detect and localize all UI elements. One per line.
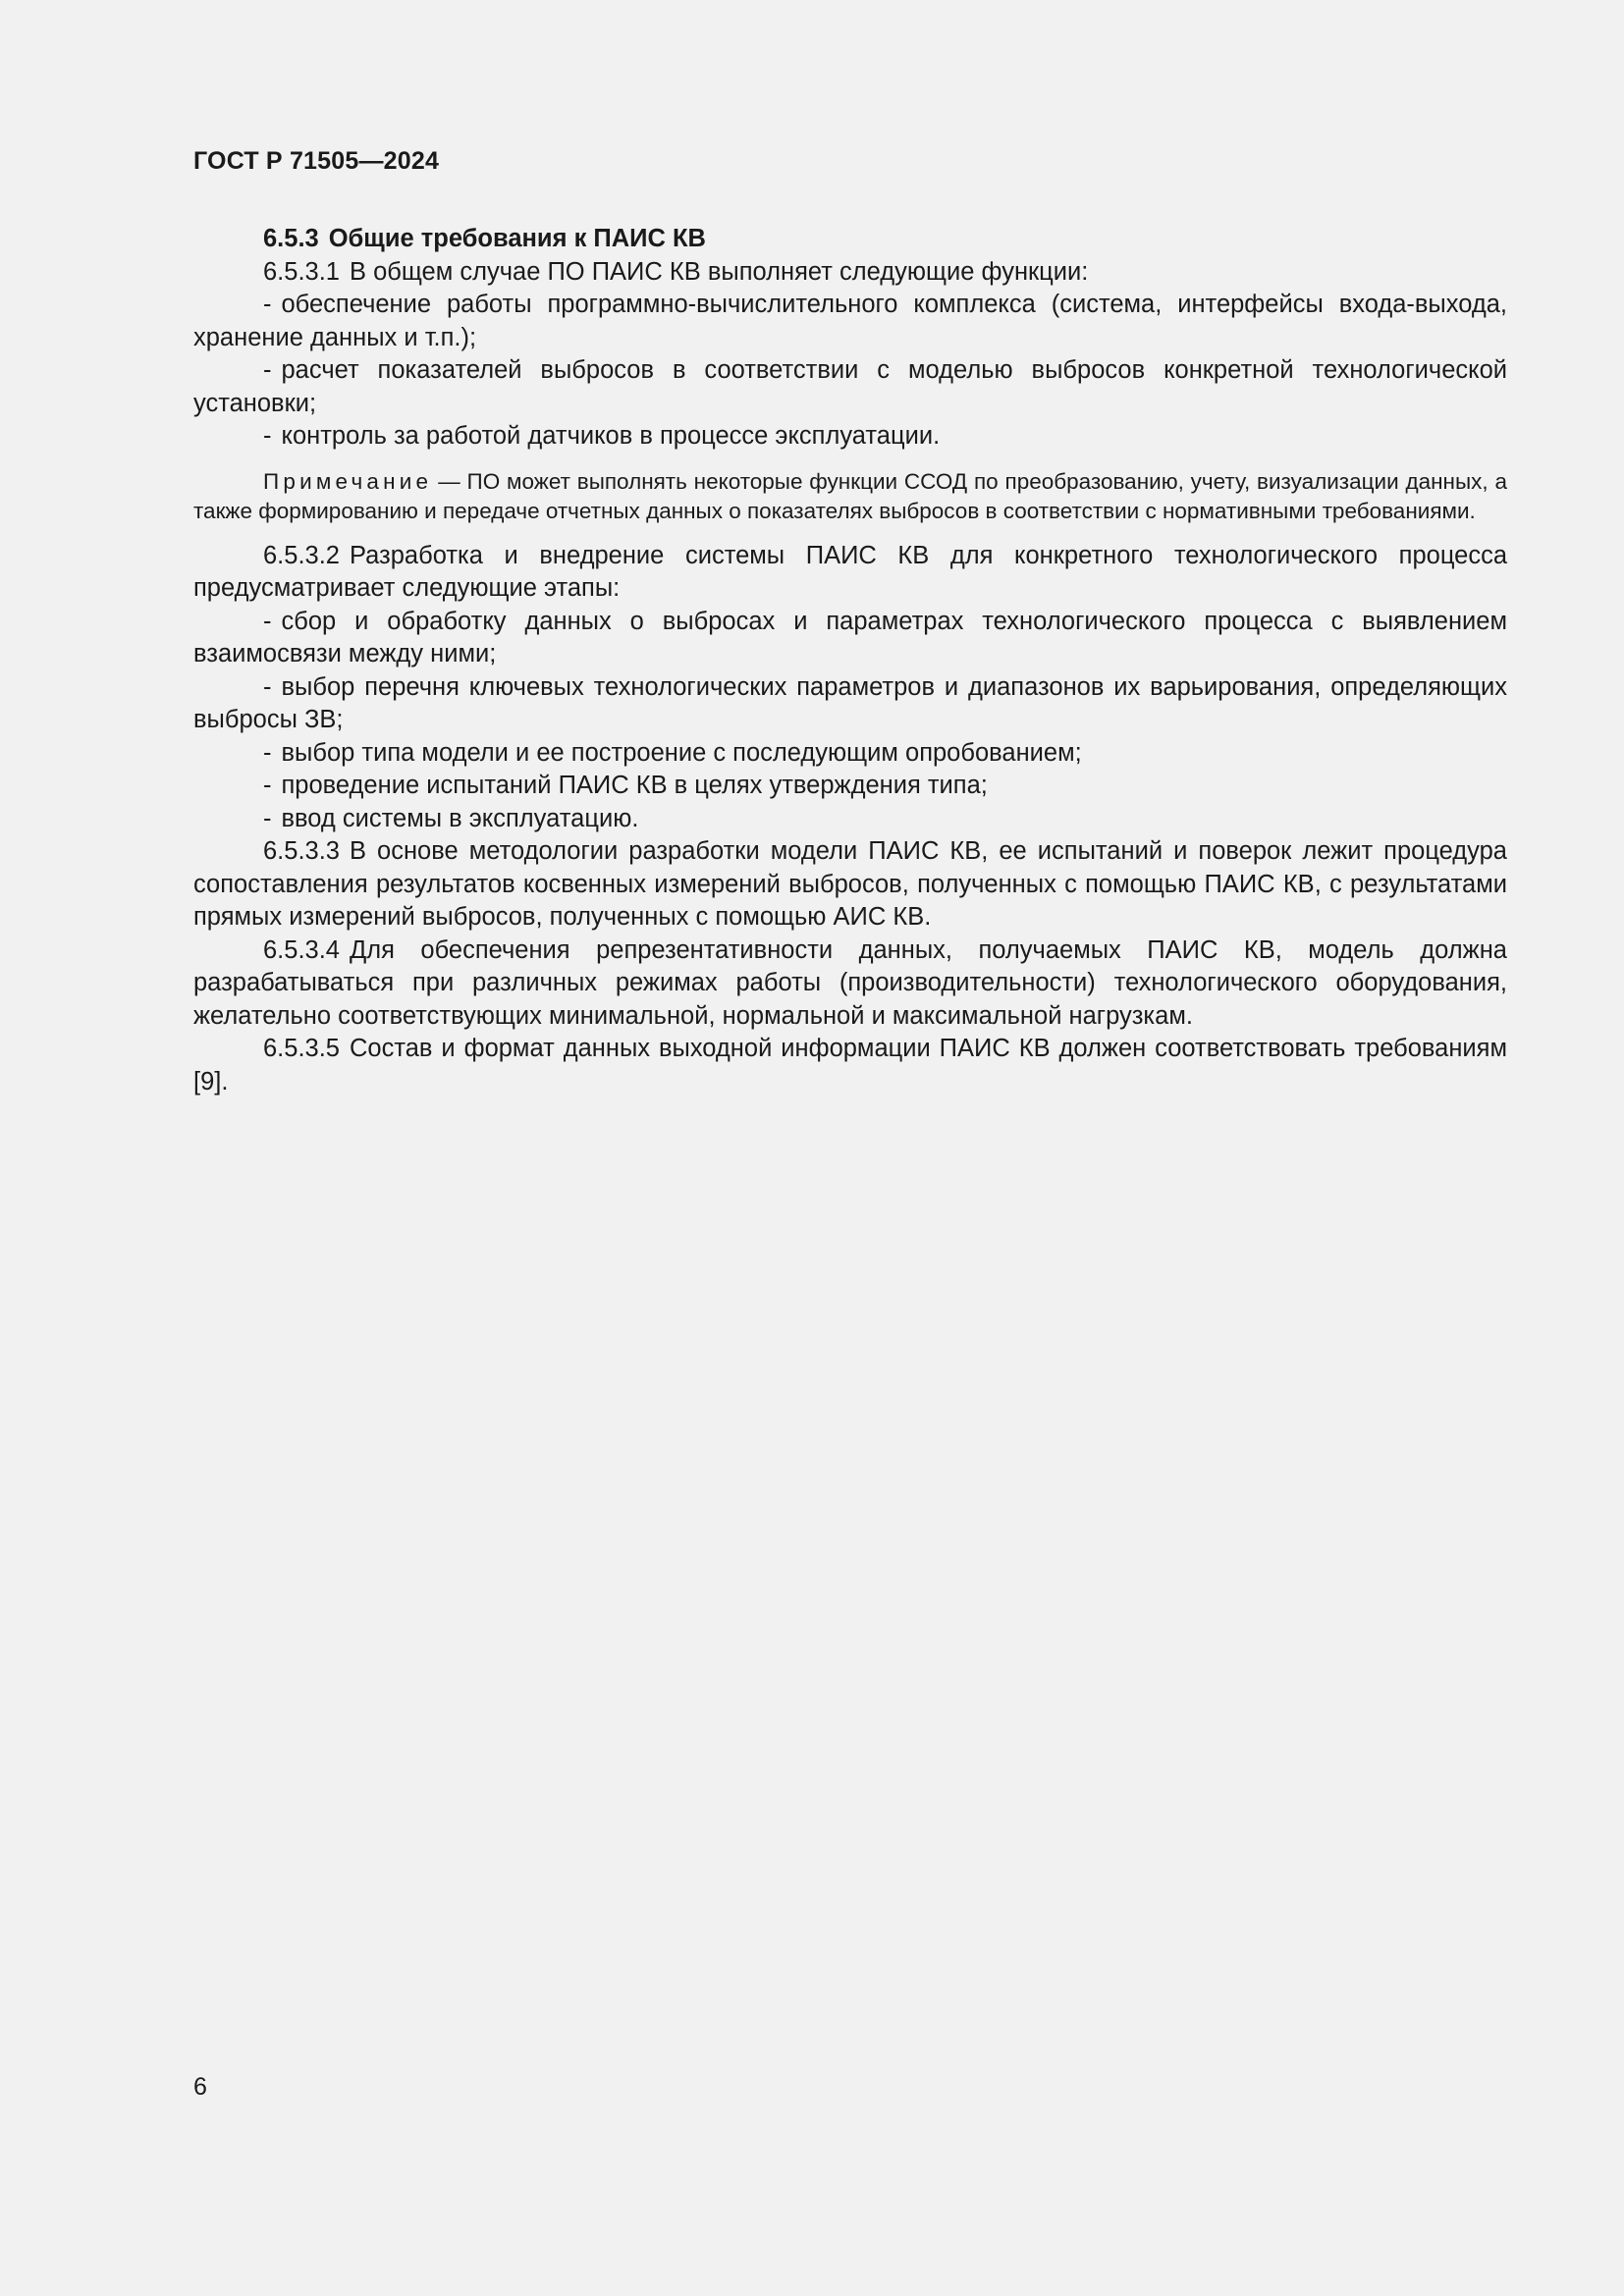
list-item (193, 671, 1507, 737)
paragraph-text: Состав и формат данных выходной информации ПАИС КВ должен соответствовать требованиям [9]. (193, 1035, 1507, 1095)
paragraph-6-5-3-2 (193, 540, 1507, 606)
list-item (193, 420, 1507, 454)
list-item-text: расчет показателей выбросов в соответствии с моделью выбросов конкретной технологической установки; (193, 356, 1507, 417)
paragraph-6-5-3-3 (193, 835, 1507, 934)
list-dash: - (263, 291, 272, 318)
paragraph-6-5-3-5 (193, 1033, 1507, 1098)
paragraph-text: В общем случае ПО ПАИС КВ выполняет следующие функции: (349, 257, 1089, 286)
paragraph-text: Для обеспечения репрезентативности данных, получаемых ПАИС КВ, модель должна разрабатываться при различных режимах работы (производительности) технологического оборудования, желательно соответствующих минимальной, нормальной и максимальной нагрузкам. (193, 935, 1507, 1030)
list-dash: - (263, 772, 272, 799)
list-item-text: контроль за работой датчиков в процессе эксплуатации. (281, 422, 941, 450)
note-label: Примечание (263, 468, 433, 494)
paragraph-6-5-3-4 (193, 934, 1507, 1034)
list-item-text: сбор и обработку данных о выбросах и параметрах технологического процесса с выявлением взаимосвязи между ними; (193, 607, 1507, 667)
page-number: 6 (193, 2073, 207, 2101)
list-item (193, 770, 1507, 803)
list-item-text: обеспечение работы программно-вычислительного комплекса (система, интерфейсы входа-выхода, хранение данных и т.п.); (193, 291, 1507, 351)
paragraph-text: Разработка и внедрение системы ПАИС КВ для конкретного технологического процесса предусматривает следующие этапы: (193, 541, 1507, 602)
paragraph-number: 6.5.3.4 (263, 935, 340, 964)
list-item (193, 289, 1507, 354)
note-text: — ПО может выполнять некоторые функции ССОД по преобразованию, учету, визуализации данных, а также формированию и передаче отчетных данных о показателях выбросов в соответствии с нормативными требованиями. (193, 468, 1507, 523)
list-item (193, 354, 1507, 420)
paragraph-number: 6.5.3.2 (263, 541, 340, 569)
paragraph-text: В основе методологии разработки модели ПАИС КВ, ее испытаний и поверок лежит процедура сопоставления результатов косвенных измерений выбросов, полученных с помощью ПАИС КВ, с результатами прямых измерений выбросов, полученных с помощью АИС КВ. (193, 837, 1507, 931)
document-body (193, 223, 1507, 1098)
section-title: Общие требования к ПАИС КВ (328, 225, 706, 252)
paragraph-number: 6.5.3.3 (263, 837, 340, 865)
list-item-text: выбор типа модели и ее построение с последующим опробованием; (281, 738, 1082, 767)
list-dash: - (263, 804, 272, 832)
list-dash: - (263, 607, 272, 635)
note (193, 467, 1507, 526)
list-item-text: проведение испытаний ПАИС КВ в целях утверждения типа; (281, 772, 988, 799)
list-item-text: ввод системы в эксплуатацию. (281, 804, 639, 832)
list-dash: - (263, 422, 272, 450)
list-item (193, 803, 1507, 836)
section-number: 6.5.3 (263, 225, 319, 252)
section-heading (193, 223, 1507, 256)
paragraph-number: 6.5.3.1 (263, 257, 340, 286)
paragraph-number: 6.5.3.5 (263, 1035, 340, 1062)
list-item-text: выбор перечня ключевых технологических параметров и диапазонов их варьирования, определяющих выбросы ЗВ; (193, 672, 1507, 733)
list-dash: - (263, 356, 272, 384)
paragraph-6-5-3-1 (193, 256, 1507, 290)
list-dash: - (263, 672, 272, 701)
list-item (193, 737, 1507, 771)
document-header: ГОСТ Р 71505—2024 (193, 147, 440, 175)
list-item (193, 606, 1507, 671)
list-dash: - (263, 738, 272, 767)
